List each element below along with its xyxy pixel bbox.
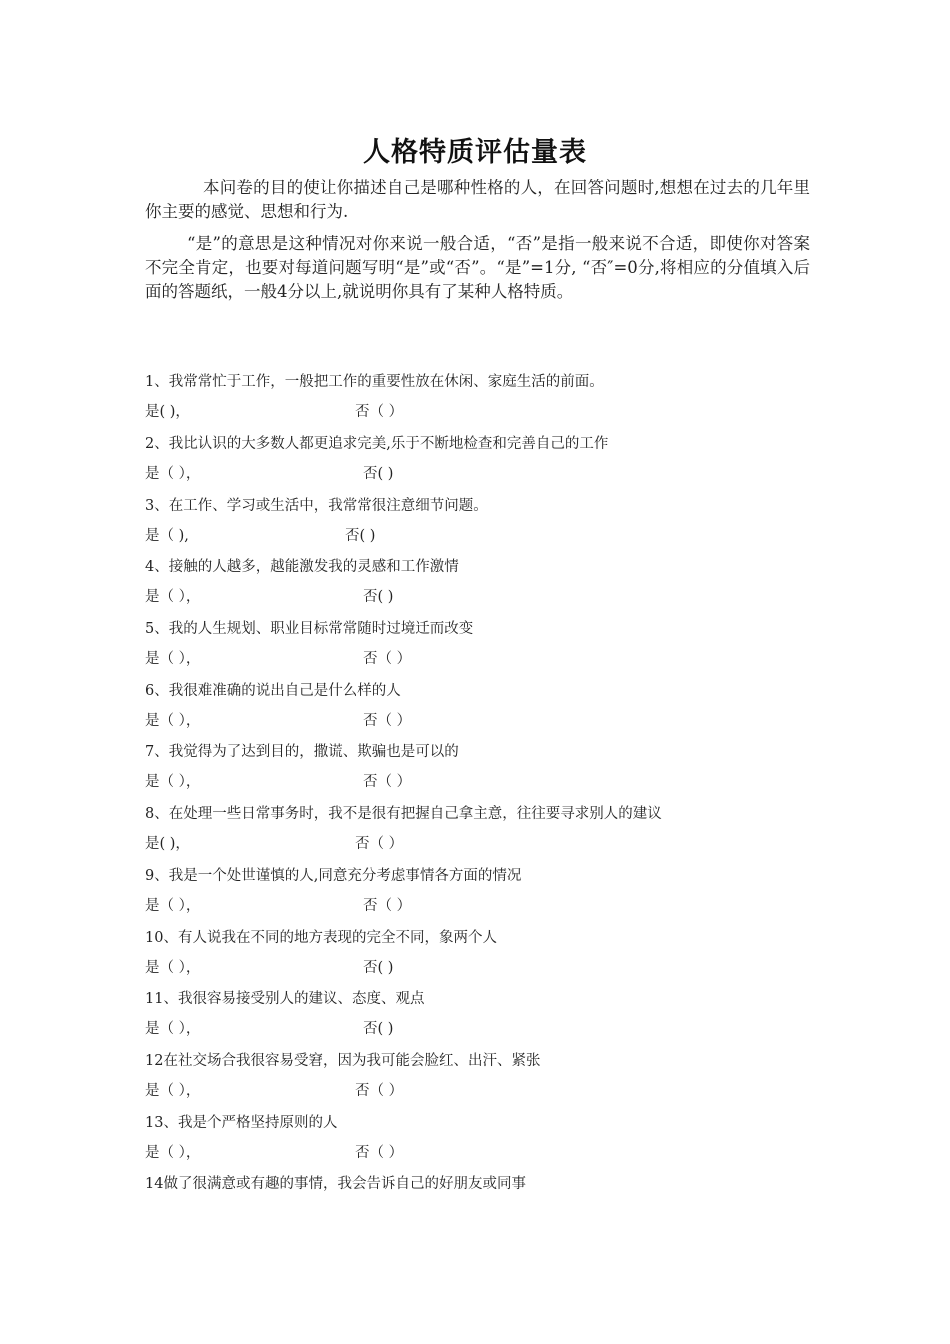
- answer-no[interactable]: 否（ ）: [363, 774, 412, 790]
- question-text: 14做了很满意或有趣的事情，我会告诉自己的好朋友或同事: [145, 1176, 526, 1192]
- answer-no[interactable]: 否（ ）: [363, 713, 412, 729]
- answer-yes[interactable]: 是（ ），: [145, 589, 201, 605]
- answer-yes[interactable]: 是（ ），: [145, 774, 201, 790]
- question-text: 4、接触的人越多，越能激发我的灵感和工作激情: [145, 559, 459, 575]
- answer-yes[interactable]: 是（ ），: [145, 1145, 201, 1161]
- answer-no[interactable]: 否（ ）: [355, 836, 404, 852]
- question-text: 12在社交场合我很容易受窘，因为我可能会脸红、出汗、紧张: [145, 1053, 541, 1069]
- question-text: 11、我很容易接受别人的建议、态度、观点: [145, 991, 425, 1007]
- question-text: 10、有人说我在不同的地方表现的完全不同，象两个人: [145, 930, 497, 946]
- intro-paragraph-1: 本问卷的目的使让你描述自己是哪种性格的人，在回答问题时,想想在过去的几年里你主要的感觉、思想和行为.: [145, 178, 810, 221]
- answer-no[interactable]: 否（ ）: [355, 404, 404, 420]
- answer-yes[interactable]: 是（ ），: [145, 1021, 201, 1037]
- answer-no[interactable]: 否( ): [363, 960, 394, 976]
- question-text: 13、我是个严格坚持原则的人: [145, 1115, 338, 1131]
- answer-no[interactable]: 否( ): [363, 466, 394, 482]
- answer-no[interactable]: 否（ ）: [363, 651, 412, 667]
- intro-paragraph-2: “是”的意思是这种情况对你来说一般合适，“否”是指一般来说不合适，即使你对答案不完全肯定，也要对每道问题写明“是”或“否”。“是”=1分, “否″=0分,将相应的分值填入后面的答题纸，一般4分以上,就说明你具有了某种人格特质。: [145, 234, 810, 301]
- answer-yes[interactable]: 是（ ),: [145, 528, 189, 544]
- question-text: 8、在处理一些日常事务时，我不是很有把握自己拿主意，往往要寻求别人的建议: [145, 806, 662, 822]
- answer-yes[interactable]: 是（ ），: [145, 898, 201, 914]
- answer-yes[interactable]: 是（ ），: [145, 1083, 201, 1099]
- question-text: 3、在工作、学习或生活中，我常常很注意细节问题。: [145, 498, 488, 514]
- answer-yes[interactable]: 是（ ），: [145, 651, 201, 667]
- answer-yes[interactable]: 是( )，: [145, 836, 190, 852]
- answer-yes[interactable]: 是（ ），: [145, 466, 201, 482]
- question-text: 5、我的人生规划、职业目标常常随时过境迁而改变: [145, 621, 474, 637]
- answer-yes[interactable]: 是（ ），: [145, 960, 201, 976]
- answer-no[interactable]: 否( ): [363, 1021, 394, 1037]
- answer-no[interactable]: 否( ): [363, 589, 394, 605]
- answer-yes[interactable]: 是（ ），: [145, 713, 201, 729]
- document-title: 人格特质评估量表: [363, 137, 587, 168]
- question-text: 2、我比认识的大多数人都更追求完美,乐于不断地检查和完善自己的工作: [145, 436, 609, 452]
- answer-no[interactable]: 否（ ）: [355, 1083, 404, 1099]
- answer-no[interactable]: 否（ ）: [363, 898, 412, 914]
- question-text: 9、我是一个处世谨慎的人,同意充分考虑事情各方面的情况: [145, 868, 522, 884]
- question-text: 1、我常常忙于工作，一般把工作的重要性放在休闲、家庭生活的前面。: [145, 374, 604, 390]
- answer-no[interactable]: 否( ): [345, 528, 376, 544]
- answer-no[interactable]: 否（ ）: [355, 1145, 404, 1161]
- question-text: 6、我很难准确的说出自己是什么样的人: [145, 683, 401, 699]
- answer-yes[interactable]: 是( )，: [145, 404, 190, 420]
- question-text: 7、我觉得为了达到目的，撒谎、欺骗也是可以的: [145, 744, 459, 760]
